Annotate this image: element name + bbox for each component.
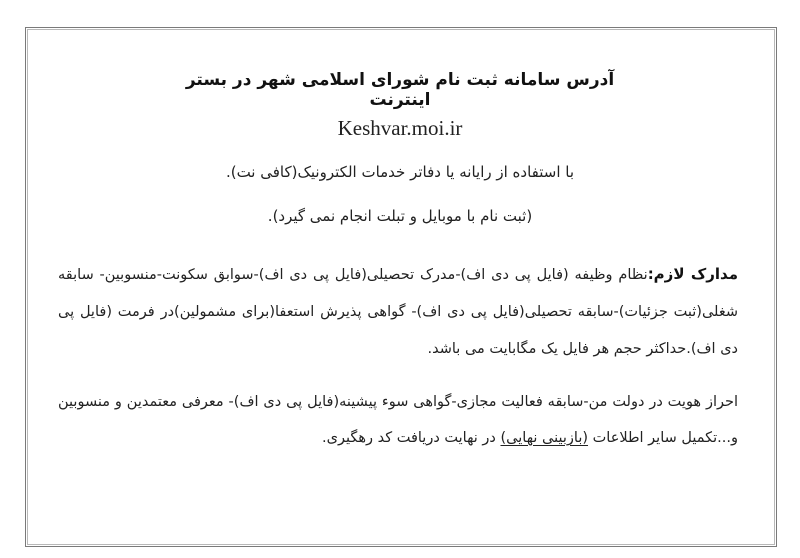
mobile-note: (ثبت نام با موبایل و تبلت انجام نمی گیرد). — [267, 207, 533, 225]
final-steps-text-part2: در نهایت دریافت کد رهگیری. — [321, 430, 501, 446]
required-documents-text: نظام وظیفه (فایل پی دی اف)-مدرک تحصیلی(فایل پی دی اف)-سوابق سکونت-منسوبین- سابقه شغلی(ثبت جزئیات)-سابقه تحصیلی(فایل پی دی اف)- گواهی پذیرش استعفا(برای مشمولین)در فرمت (فایل پی دی اف).حداکثر حجم هر فایل یک مگابایت می باشد. — [58, 267, 738, 357]
final-steps-text-part1: احراز هویت در دولت من-سابقه فعالیت مجازی-گواهی سوء پیشینه(فایل پی دی اف)- معرفی معتمدین و منسوبین و...تکمیل سایر اطلاعات — [58, 394, 738, 446]
required-documents-label: مدارک لازم: — [647, 265, 739, 283]
website-url: Keshvar.moi.ir — [337, 116, 463, 140]
document-title: آدرس سامانه ثبت نام شورای اسلامی شهر در بستر اینترنت — [185, 70, 615, 110]
required-documents-paragraph — [58, 256, 738, 368]
usage-instruction: با استفاده از رایانه یا دفاتر خدمات الکترونیک(کافی نت). — [225, 163, 575, 181]
final-steps-paragraph — [58, 384, 738, 456]
final-review-underlined: (بازبینی نهایی) — [500, 430, 589, 446]
